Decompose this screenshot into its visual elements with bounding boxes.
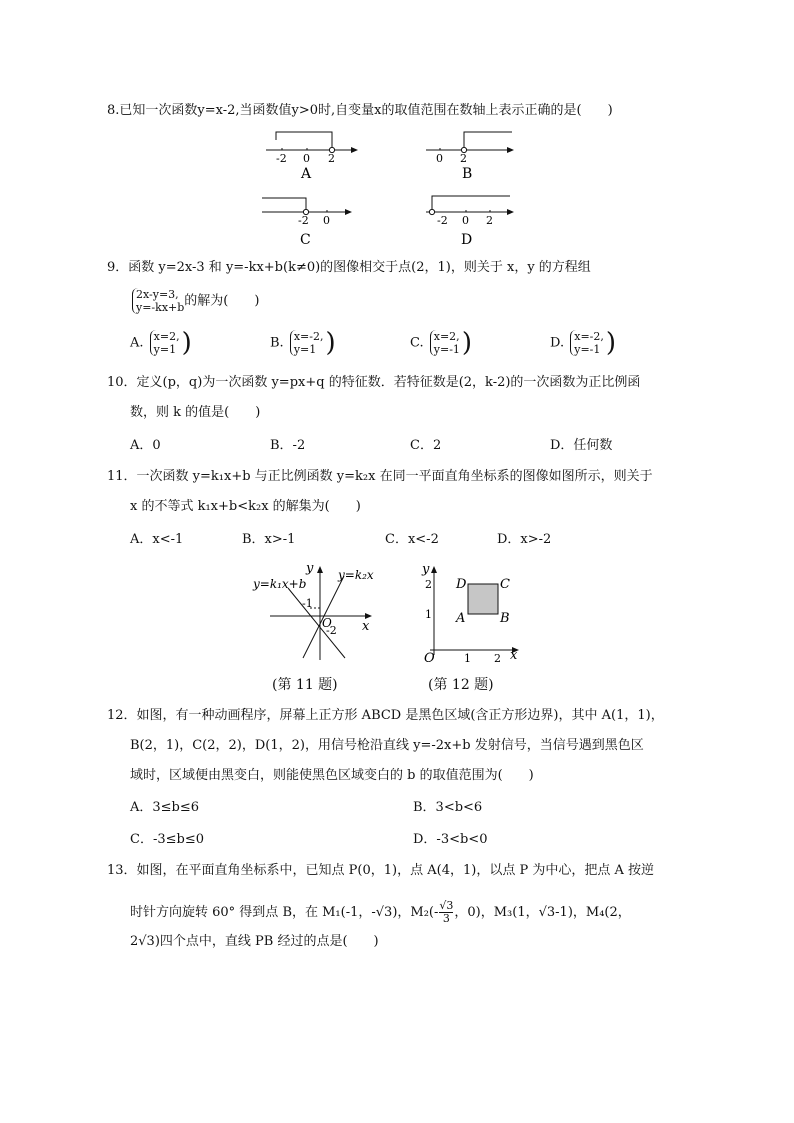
q12-option-b: B．3<b<6 — [413, 800, 483, 815]
q8b-tick-0: 0 — [436, 152, 443, 165]
q8c-label: C — [300, 232, 311, 248]
q11-y-axis-label: y — [306, 561, 314, 576]
q11-option-d: D．x>-2 — [497, 532, 552, 547]
q8a-label: A — [301, 166, 312, 180]
q12-label-d: D — [456, 577, 467, 592]
q11-option-a: A．x<-1 — [130, 532, 184, 547]
q8c-tick-0: 0 — [323, 214, 330, 227]
q9-option-a: A. x=2, y=1 ) — [130, 328, 192, 358]
q11-line2: x 的不等式 k₁x+b<k₂x 的解集为( ) — [130, 499, 361, 514]
q8-figure-a — [262, 128, 364, 180]
q8-figure-d — [424, 192, 524, 250]
q10-line1: 10．定义(p，q)为一次函数 y=px+q 的特征数．若特征数是(2，k-2)的一次函数为正比例函 — [107, 375, 641, 390]
q11-line2-label: y=k₂x — [338, 568, 374, 582]
q11-mark-neg2: -2 — [326, 624, 337, 637]
q12-tick-y2: 2 — [425, 578, 432, 591]
q9-option-c: C. x=2, y=-1) — [410, 328, 473, 358]
q11-figure — [250, 560, 380, 665]
q8a-tick-0: 0 — [303, 152, 310, 165]
q12-line3: 域时，区域便由黑变白，则能使黑色区域变白的 b 的取值范围为( ) — [130, 768, 534, 783]
q12-figure — [420, 560, 530, 665]
q8d-tick-0: 0 — [462, 214, 469, 227]
q8d-tick-neg2: -2 — [437, 214, 448, 227]
q8d-tick-2: 2 — [486, 214, 493, 227]
q8d-label: D — [461, 232, 473, 248]
q12-line1: 12．如图，有一种动画程序，屏幕上正方形 ABCD 是黑色区域(含正方形边界)，其中 A(1，1)， — [107, 708, 664, 723]
q12-y-axis-label: y — [422, 562, 430, 577]
q12-origin-label: O — [424, 651, 435, 665]
q10-option-c: C．2 — [410, 438, 442, 453]
q12-x-axis-label: x — [510, 648, 518, 663]
q9-system-brace: 2x-y=3, y=-kx+b — [132, 288, 184, 314]
q9-system — [130, 288, 259, 314]
q9-system-suffix: 的解为( ) — [184, 293, 260, 309]
q9-option-b: B. x=-2, y=1 ) — [270, 328, 336, 358]
q10-line2: 数，则 k 的值是( ) — [130, 405, 261, 420]
q12-tick-x1: 1 — [464, 652, 471, 665]
q11-line1-label: y=k₁x+b — [253, 577, 307, 591]
q11-origin-label: O — [322, 616, 332, 630]
q11-line1: 11．一次函数 y=k₁x+b 与正比例函数 y=k₂x 在同一平面直角坐标系的图像如图所示，则关于 — [107, 469, 653, 484]
q10-option-b: B．-2 — [270, 438, 306, 453]
q8-figure-c — [258, 192, 360, 250]
q12-label-a: A — [456, 611, 466, 626]
q12-option-c: C．-3≤b≤0 — [130, 832, 204, 847]
q12-tick-y1: 1 — [425, 608, 432, 621]
q12-tick-x2: 2 — [494, 652, 501, 665]
q8-stem: 8.已知一次函数y=x-2,当函数值y>0时,自变量x的取值范围在数轴上表示正确的是( ) — [107, 103, 613, 118]
q11-mark-neg1: -1 — [302, 597, 313, 610]
q12-label-b: B — [500, 611, 510, 626]
q11-option-c: C．x<-2 — [385, 532, 439, 547]
q13-line1: 13．如图，在平面直角坐标系中，已知点 P(0，1)，点 A(4，1)，以点 P 为中心，把点 A 按逆 — [107, 863, 654, 878]
q8a-tick-neg2: -2 — [276, 152, 287, 165]
q8b-tick-2: 2 — [460, 152, 467, 165]
q9-option-d: D. x=-2, y=-1 ) — [550, 328, 617, 358]
q8b-label: B — [462, 166, 473, 180]
q13-line2: 时针方向旋转 60° 得到点 B，在 M₁(-1，-√3)，M₂(- $\frac{√3}{3}$ ，0)，M₃(1，√3-1)，M₄(2， — [130, 899, 631, 925]
q12-line2: B(2，1)，C(2，2)，D(1，2)，用信号枪沿直线 y=-2x+b 发射信号，当信号遇到黑色区 — [130, 738, 644, 753]
q12-figure-caption: (第 12 题) — [428, 677, 494, 693]
q10-option-a: A．0 — [130, 438, 161, 453]
q12-option-d: D．-3<b<0 — [413, 832, 488, 847]
q8c-tick-neg2: -2 — [298, 214, 309, 227]
q10-option-d: D．任何数 — [550, 438, 613, 453]
q11-x-axis-label: x — [362, 619, 370, 634]
q12-option-a: A．3≤b≤6 — [130, 800, 200, 815]
q8a-tick-2: 2 — [328, 152, 335, 165]
q13-line3: 2√3)四个点中，直线 PB 经过的点是( ) — [130, 934, 379, 949]
q9-stem: 9．函数 y=2x-3 和 y=-kx+b(k≠0)的图像相交于点(2，1)，则关于 x，y 的方程组 — [107, 260, 591, 275]
q8-figure-b — [422, 128, 522, 180]
q11-option-b: B．x>-1 — [242, 532, 296, 547]
q11-figure-caption: (第 11 题) — [272, 677, 338, 693]
q12-label-c: C — [500, 577, 510, 592]
